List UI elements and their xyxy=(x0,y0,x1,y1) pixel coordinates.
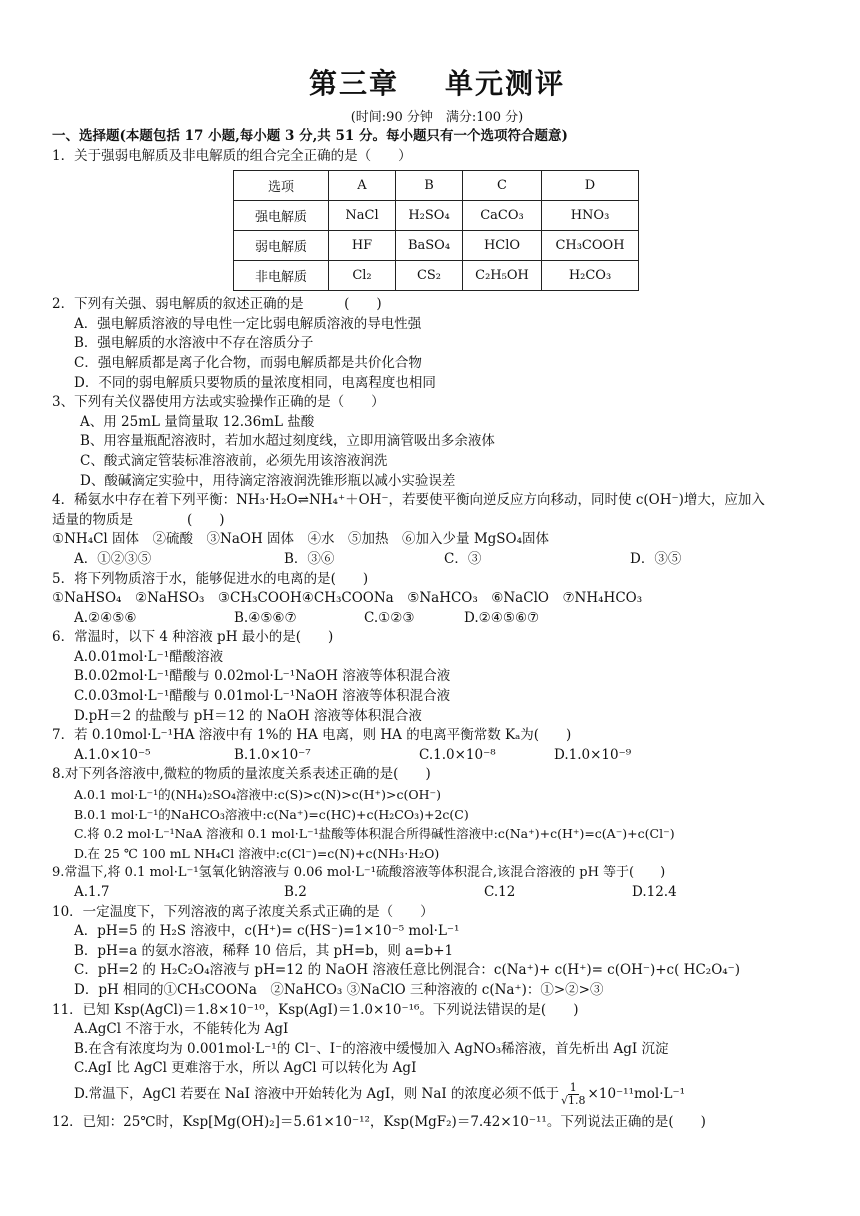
table-cell: A xyxy=(329,171,396,201)
choice-a: A．①②③⑤ xyxy=(74,550,152,567)
fraction xyxy=(561,1082,586,1107)
choice-d: D.1.0×10⁻⁹ xyxy=(554,746,632,763)
page-title xyxy=(52,62,822,102)
option-d: D．不同的弱电解质只要物质的量浓度相同，电离程度也相同 xyxy=(74,374,436,391)
table-cell: 强电解质 xyxy=(234,201,329,231)
option-d: D.pH＝2 的盐酸与 pH＝12 的 NaOH 溶液等体积混合液 xyxy=(74,707,422,724)
table-cell: NaCl xyxy=(329,201,396,231)
table-row xyxy=(234,201,639,231)
option-b: B．强电解质的水溶液中不存在溶质分子 xyxy=(74,335,314,352)
fraction-numerator: 1 xyxy=(569,1080,577,1094)
table-cell: HF xyxy=(329,231,396,261)
option-c: C.AgI 比 AgCl 更难溶于水，所以 AgCl 可以转化为 AgI xyxy=(74,1060,417,1077)
question-6-stem: 6．常温时，以下 4 种溶液 pH 最小的是( ) xyxy=(52,629,334,646)
choice-c: C.①②③ xyxy=(364,609,415,626)
title-unit: 单元测评 xyxy=(445,67,566,100)
option-c: C、酸式滴定管装标准溶液前，必须先用该溶液润洗 xyxy=(80,452,388,469)
exam-info: (时间:90 分钟 满分:100 分) xyxy=(350,110,524,125)
choice-d: D.②④⑤⑥⑦ xyxy=(464,609,540,626)
choice-b: B.④⑤⑥⑦ xyxy=(234,609,297,626)
choice-row xyxy=(52,609,822,629)
exam-page xyxy=(52,62,822,1133)
option-a: A．pH=5 的 H₂S 溶液中，c(H⁺)= c(HS⁻)=1×10⁻⁵ mol·L⁻¹ xyxy=(74,923,460,940)
question-4-items: ①NH₄Cl 固体 ②硫酸 ③NaOH 固体 ④水 ⑤加热 ⑥加入少量 MgSO₄固体 xyxy=(52,531,550,548)
fraction-denominator: √1.8 xyxy=(561,1093,586,1107)
choice-b: B．③⑥ xyxy=(284,550,335,567)
choice-b: B.2 xyxy=(284,884,307,900)
choice-row xyxy=(52,883,822,903)
option-a: A.0.1 mol·L⁻¹的(NH₄)₂SO₄溶液中:c(S)>c(N)>c(H⁺)>c(OH⁻) xyxy=(74,787,441,803)
table-cell: H₂CO₃ xyxy=(542,261,639,291)
table-cell: HClO xyxy=(463,231,542,261)
table-cell: 选项 xyxy=(234,171,329,201)
option-b: B.在含有浓度均为 0.001mol·L⁻¹的 Cl⁻、I⁻的溶液中缓慢加入 AgNO₃稀溶液，首先析出 AgI 沉淀 xyxy=(74,1040,669,1057)
choice-d: D.12.4 xyxy=(632,884,677,900)
table-cell: HNO₃ xyxy=(542,201,639,231)
title-chapter: 第三章 xyxy=(308,67,399,100)
table-cell: 弱电解质 xyxy=(234,231,329,261)
choice-row xyxy=(52,746,822,766)
option-a: A．强电解质溶液的导电性一定比弱电解质溶液的导电性强 xyxy=(74,315,422,332)
option-b: B.0.02mol·L⁻¹醋酸与 0.02mol·L⁻¹NaOH 溶液等体积混合液 xyxy=(74,668,451,685)
table-cell: C₂H₅OH xyxy=(463,261,542,291)
table-cell: BaSO₄ xyxy=(396,231,463,261)
choice-a: A.1.7 xyxy=(74,884,110,900)
table-cell: H₂SO₄ xyxy=(396,201,463,231)
choice-a: A.②④⑤⑥ xyxy=(74,609,137,626)
question-8-stem: 8.对下列各溶液中,微粒的物质的量浓度关系表述正确的是( ) xyxy=(52,766,431,783)
option-b: B、用容量瓶配溶液时，若加水超过刻度线，立即用滴管吸出多余液体 xyxy=(80,433,495,450)
question-7-stem: 7．若 0.10mol·L⁻¹HA 溶液中有 1%的 HA 电离，则 HA 的电离平衡常数 Kₐ为( ) xyxy=(52,727,572,744)
table-cell: Cl₂ xyxy=(329,261,396,291)
section-heading: 一、选择题(本题包括 17 小题,每小题 3 分,共 51 分。每小题只有一个选项符合题意) xyxy=(52,128,568,144)
option-a: A.0.01mol·L⁻¹醋酸溶液 xyxy=(74,648,224,665)
option-a: A.AgCl 不溶于水，不能转化为 AgI xyxy=(74,1021,289,1038)
question-4-stem: 4．稀氨水中存在着下列平衡：NH₃·H₂O⇌NH₄⁺＋OH⁻，若要使平衡向逆反应方向移动，同时使 c(OH⁻)增大，应加入 xyxy=(52,492,765,509)
option-c: C.将 0.2 mol·L⁻¹NaA 溶液和 0.1 mol·L⁻¹盐酸等体积混合所得碱性溶液中:c(Na⁺)+c(H⁺)=c(A⁻)+c(Cl⁻) xyxy=(74,826,675,842)
table-cell: C xyxy=(463,171,542,201)
option-c: C．强电解质都是离子化合物，而弱电解质都是共价化合物 xyxy=(74,354,422,371)
choice-c: C.12 xyxy=(484,884,516,900)
question-1-stem: 1．关于强弱电解质及非电解质的组合完全正确的是（ ） xyxy=(52,147,412,164)
option-d-unit: ×10⁻¹¹mol·L⁻¹ xyxy=(587,1085,686,1102)
question-3-stem: 3、下列有关仪器使用方法或实验操作正确的是（ ） xyxy=(52,394,385,411)
table-cell: CS₂ xyxy=(396,261,463,291)
table-row xyxy=(234,261,639,291)
option-c: C.0.03mol·L⁻¹醋酸与 0.01mol·L⁻¹NaOH 溶液等体积混合液 xyxy=(74,688,451,705)
option-d-text: D.常温下，AgCl 若要在 NaI 溶液中开始转化为 AgI，则 NaI 的浓度必须不低于 xyxy=(74,1085,560,1102)
question-2-stem: 2．下列有关强、弱电解质的叙述正确的是 ( ) xyxy=(52,296,382,313)
question-4-stem-cont: 适量的物质是 ( ) xyxy=(52,511,225,528)
option-d xyxy=(52,1079,822,1109)
option-b: B.0.1 mol·L⁻¹的NaHCO₃溶液中:c(Na⁺)=c(HC)+c(H₂CO₃)+2c(C) xyxy=(74,806,469,822)
choice-c: C．③ xyxy=(444,550,482,567)
table-cell: 非电解质 xyxy=(234,261,329,291)
table-cell: D xyxy=(542,171,639,201)
option-d: D、酸碱滴定实验中，用待滴定溶液润洗锥形瓶以减小实验误差 xyxy=(80,472,456,489)
choice-c: C.1.0×10⁻⁸ xyxy=(419,746,496,763)
table-row xyxy=(234,171,639,201)
table-cell: CaCO₃ xyxy=(463,201,542,231)
question-10-stem: 10．一定温度下，下列溶液的离子浓度关系式正确的是（ ） xyxy=(52,903,434,920)
choice-row xyxy=(52,550,822,570)
question-9-stem: 9.常温下,将 0.1 mol·L⁻¹氢氧化钠溶液与 0.06 mol·L⁻¹硫酸溶液等体积混合,该混合溶液的 pH 等于( ) xyxy=(52,865,666,881)
option-d: D.在 25 ℃ 100 mL NH₄Cl 溶液中:c(Cl⁻)=c(N)+c(NH₃·H₂O) xyxy=(74,845,440,861)
option-d: D．pH 相同的①CH₃COONa ②NaHCO₃ ③NaClO 三种溶液的 c(Na⁺)：①>②>③ xyxy=(74,981,604,998)
question-5-stem: 5．将下列物质溶于水，能够促进水的电离的是( ) xyxy=(52,570,369,587)
electrolyte-table xyxy=(233,170,639,291)
choice-d: D．③⑤ xyxy=(630,550,682,567)
table-cell: B xyxy=(396,171,463,201)
option-b: B．pH=a 的氨水溶液，稀释 10 倍后，其 pH=b，则 a=b+1 xyxy=(74,942,454,959)
question-5-items: ①NaHSO₄ ②NaHSO₃ ③CH₃COOH④CH₃COONa ⑤NaHCO₃ ⑥NaClO ⑦NH₄HCO₃ xyxy=(52,590,643,607)
choice-a: A.1.0×10⁻⁵ xyxy=(74,746,151,763)
option-c: C．pH=2 的 H₂C₂O₄溶液与 pH=12 的 NaOH 溶液任意比例混合：c(Na⁺)+ c(H⁺)= c(OH⁻)+c( HC₂O₄⁻) xyxy=(74,962,741,979)
question-12-stem: 12．已知：25℃时，Ksp[Mg(OH)₂]＝5.61×10⁻¹²，Ksp(MgF₂)＝7.42×10⁻¹¹。下列说法正确的是( ) xyxy=(52,1113,706,1130)
table-row xyxy=(234,231,639,261)
option-a: A、用 25mL 量筒量取 12.36mL 盐酸 xyxy=(80,413,315,430)
choice-b: B.1.0×10⁻⁷ xyxy=(234,746,311,763)
question-11-stem: 11．已知 Ksp(AgCl)＝1.8×10⁻¹⁰，Ksp(AgI)＝1.0×10⁻¹⁶。下列说法错误的是( ) xyxy=(52,1001,579,1018)
table-cell: CH₃COOH xyxy=(542,231,639,261)
